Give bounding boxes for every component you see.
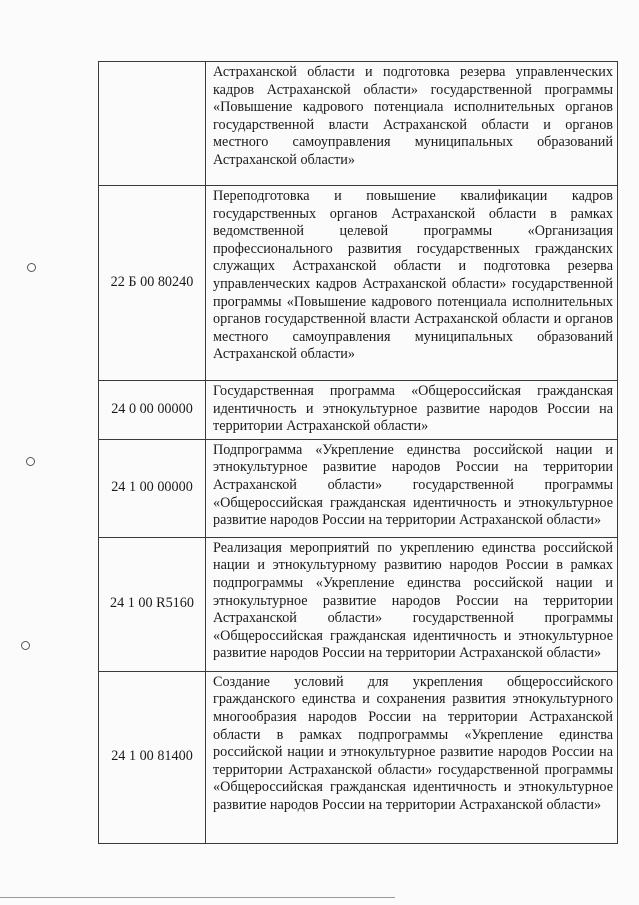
item-description: Астраханской области и подготовка резерва управленческих кадров Астраханской области» государственной программы «Повышение кадрового потенциала исполнительных органов государственной власти Астраханской области и органов местного самоуправления муниципальных образований Астраханской области» [206, 62, 618, 186]
punch-hole-mark [27, 263, 36, 272]
classification-code: 24 1 00 00000 [99, 439, 206, 537]
item-description: Создание условий для укрепления общероссийского гражданского единства и сохранения развития этнокультурного многообразия народов России на территории Астраханской области в рамках подпрограммы «Укрепление единства российской нации и этнокультурное развитие народов России на территории Астраханской области» государственной программы «Общероссийская гражданская идентичность и этнокультурное развитие народов России на территории Астраханской области» [206, 671, 618, 843]
budget-classification-table [98, 61, 618, 844]
item-description: Подпрограмма «Укрепление единства российской нации и этнокультурное развитие народов России на территории Астраханской области» государственной программы «Общероссийская гражданская идентичность и этнокультурное развитие народов России на территории Астраханской области» [206, 439, 618, 537]
table-row [99, 439, 618, 537]
item-description: Переподготовка и повышение квалификации кадров государственных органов Астраханской области в рамках ведомственной целевой программы «Организация профессионального развития государственных гражданских служащих Астраханской области и подготовка резерва управленческих кадров Астраханской области» государственной программы «Повышение кадрового потенциала исполнительных органов государственной власти Астраханской области и органов местного самоуправления муниципальных образований Астраханской области» [206, 186, 618, 381]
table-row [99, 671, 618, 843]
table-row [99, 62, 618, 186]
classification-code: 24 1 00 81400 [99, 671, 206, 843]
item-description: Государственная программа «Общероссийская гражданская идентичность и этнокультурное развитие народов России на территории Астраханской области» [206, 381, 618, 440]
classification-code: 24 0 00 00000 [99, 381, 206, 440]
punch-hole-mark [21, 641, 30, 650]
table-row [99, 537, 618, 671]
table-row [99, 381, 618, 440]
footer-divider [0, 897, 395, 898]
punch-hole-mark [26, 457, 35, 466]
table-row [99, 186, 618, 381]
classification-code [99, 62, 206, 186]
classification-code: 22 Б 00 80240 [99, 186, 206, 381]
item-description: Реализация мероприятий по укреплению единства российской нации и этнокультурному развитию народов России в рамках подпрограммы «Укрепление единства российской нации и этнокультурное развитие народов России на территории Астраханской области» государственной программы «Общероссийская гражданская идентичность и этнокультурное развитие народов России на территории Астраханской области» [206, 537, 618, 671]
classification-code: 24 1 00 R5160 [99, 537, 206, 671]
